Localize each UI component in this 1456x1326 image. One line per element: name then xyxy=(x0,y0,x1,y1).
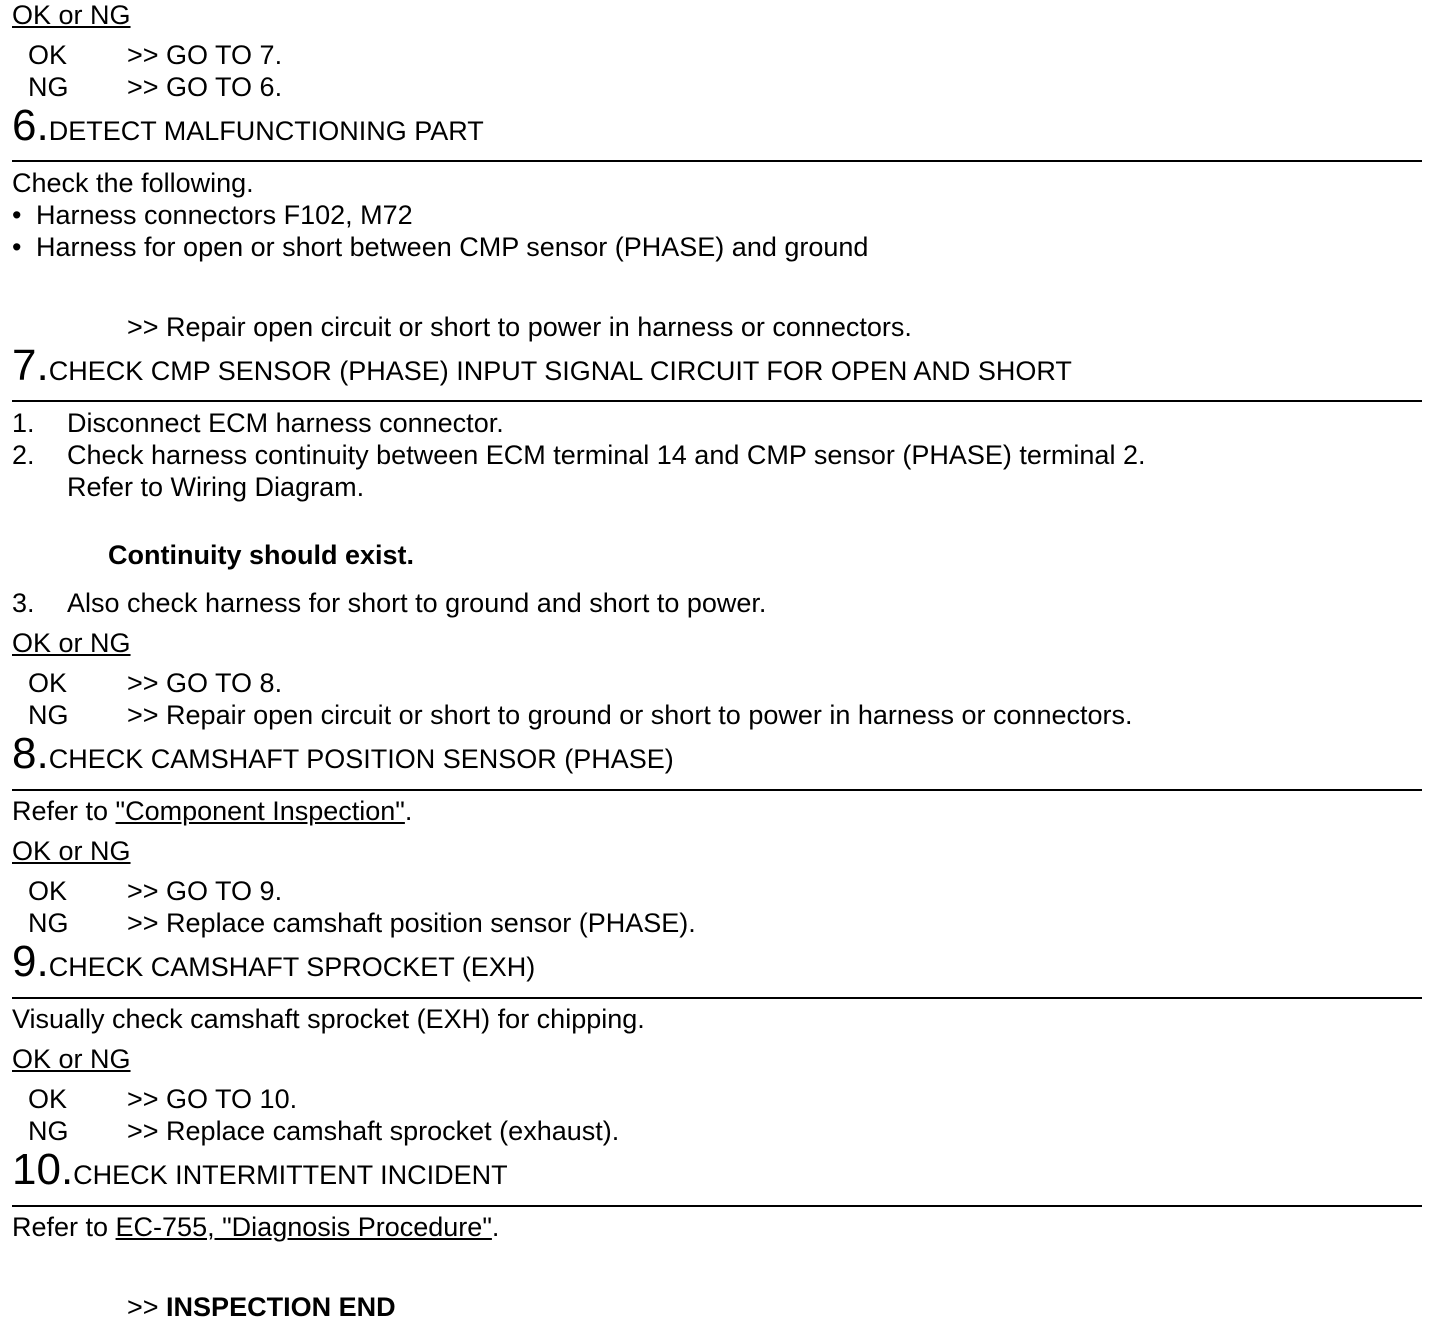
list-item-text: Refer to Wiring Diagram. xyxy=(67,472,365,502)
list-item-number: 3. xyxy=(12,588,35,618)
ok-label: OK xyxy=(28,40,68,70)
step-10-heading xyxy=(12,1145,508,1194)
bullet: • xyxy=(12,200,22,230)
step-title: CHECK INTERMITTENT INCIDENT xyxy=(73,1160,508,1190)
list-item-text: Also check harness for short to ground and short to power. xyxy=(67,588,767,618)
divider xyxy=(12,1205,1422,1207)
step-6-action: >> Repair open circuit or short to power in harness or connectors. xyxy=(127,312,912,342)
ok-label: OK xyxy=(28,1084,68,1114)
ok-or-ng-label: OK or NG xyxy=(12,628,131,658)
specification-note: Continuity should exist. xyxy=(108,540,415,570)
step-6-intro: Check the following. xyxy=(12,168,254,198)
step-number: 6. xyxy=(12,101,49,150)
list-item-number: 1. xyxy=(12,408,35,438)
ok-or-ng-label: OK or NG xyxy=(12,1044,131,1074)
ok-action: >> GO TO 8. xyxy=(127,668,283,698)
ok-or-ng-label: OK or NG xyxy=(12,0,131,30)
component-inspection-link[interactable]: "Component Inspection" xyxy=(115,796,405,826)
ok-action: >> GO TO 9. xyxy=(127,876,283,906)
check-item: Harness connectors F102, M72 xyxy=(36,200,413,230)
list-item-number: 2. xyxy=(12,440,35,470)
refer-prefix: Refer to xyxy=(12,1212,116,1242)
ng-label: NG xyxy=(28,72,69,102)
ng-action: >> Replace camshaft sprocket (exhaust). xyxy=(127,1116,620,1146)
step-6-heading xyxy=(12,101,484,150)
ng-label: NG xyxy=(28,908,69,938)
ok-label: OK xyxy=(28,668,68,698)
refer-text xyxy=(12,798,412,825)
step-8-heading xyxy=(12,729,674,778)
ng-action: >> Replace camshaft position sensor (PHASE). xyxy=(127,908,696,938)
diagnosis-procedure-link[interactable]: EC-755, "Diagnosis Procedure" xyxy=(115,1212,492,1242)
ng-label: NG xyxy=(28,700,69,730)
ok-or-ng-label: OK or NG xyxy=(12,836,131,866)
ok-action: >> GO TO 10. xyxy=(127,1084,298,1114)
step-7-heading xyxy=(12,341,1072,390)
list-item-text: Disconnect ECM harness connector. xyxy=(67,408,504,438)
ok-label: OK xyxy=(28,876,68,906)
step-number: 7. xyxy=(12,341,49,390)
ng-label: NG xyxy=(28,1116,69,1146)
divider xyxy=(12,400,1422,402)
refer-text xyxy=(12,1214,499,1241)
step-number: 9. xyxy=(12,937,49,986)
check-item: Harness for open or short between CMP sensor (PHASE) and ground xyxy=(36,232,869,262)
divider xyxy=(12,789,1422,791)
list-item-text: Check harness continuity between ECM terminal 14 and CMP sensor (PHASE) terminal 2. xyxy=(67,440,1146,470)
step-title: CHECK CAMSHAFT SPROCKET (EXH) xyxy=(48,952,536,982)
step-number: 8. xyxy=(12,729,49,778)
step-9-heading xyxy=(12,937,536,986)
ng-action: >> Repair open circuit or short to ground or short to power in harness or connectors. xyxy=(127,700,1133,730)
refer-suffix: . xyxy=(491,1212,500,1242)
divider xyxy=(12,160,1422,162)
bullet: • xyxy=(12,232,22,262)
inspection-end xyxy=(127,1294,396,1321)
step-title: CHECK CAMSHAFT POSITION SENSOR (PHASE) xyxy=(48,744,674,774)
ng-action: >> GO TO 6. xyxy=(127,72,283,102)
divider xyxy=(12,997,1422,999)
ok-action: >> GO TO 7. xyxy=(127,40,283,70)
refer-suffix: . xyxy=(404,796,413,826)
step-9-text: Visually check camshaft sprocket (EXH) for chipping. xyxy=(12,1004,645,1034)
end-prefix: >> xyxy=(127,1292,167,1322)
step-number: 10. xyxy=(12,1145,74,1194)
end-text: INSPECTION END xyxy=(166,1292,396,1322)
step-title: DETECT MALFUNCTIONING PART xyxy=(48,116,484,146)
step-title: CHECK CMP SENSOR (PHASE) INPUT SIGNAL CIRCUIT FOR OPEN AND SHORT xyxy=(48,356,1072,386)
refer-prefix: Refer to xyxy=(12,796,116,826)
